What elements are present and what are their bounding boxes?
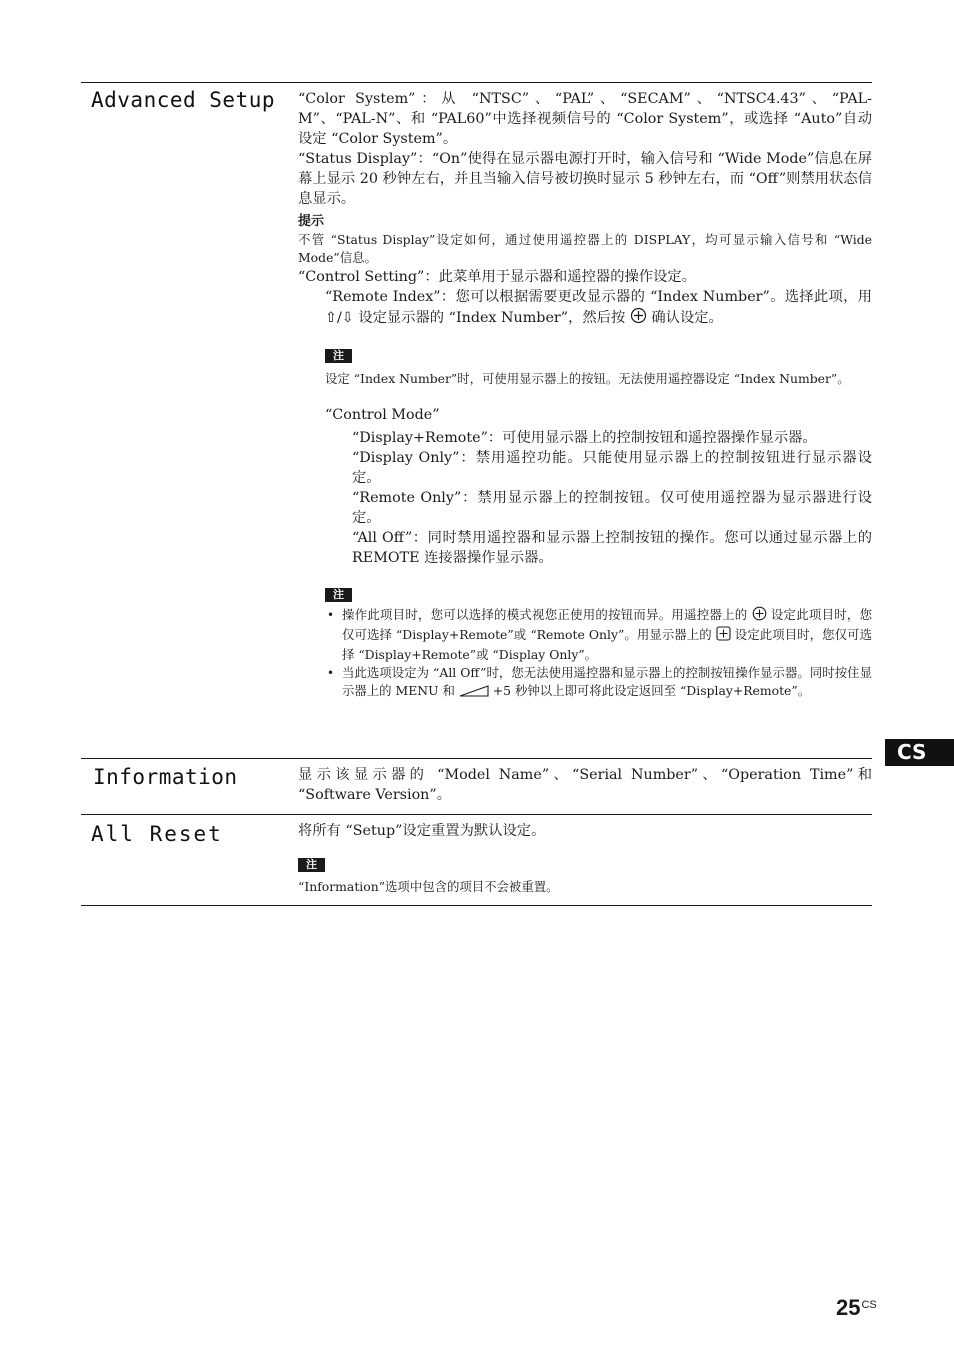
- circled-plus-icon: [630, 307, 647, 330]
- remote-index-text-a: “Remote Index”：您可以根据需要更改显示器的 “Index Number”。选择此项，用: [325, 289, 872, 305]
- note-text-1: 设定 “Index Number”时，可使用显示器上的按钮。无法使用遥控器设定 “Index Number”。: [325, 371, 850, 386]
- boxed-plus-icon: [716, 626, 731, 646]
- hint-label: 提示: [298, 214, 325, 229]
- note-box-2: [325, 583, 872, 602]
- all-reset-content: [298, 821, 872, 896]
- language-tab: CS: [885, 739, 954, 766]
- information-content: [298, 765, 872, 805]
- advanced-setup-content: [298, 89, 872, 702]
- remote-index-text-c: 确认设定。: [646, 310, 723, 326]
- note-label-1: 注: [325, 349, 352, 363]
- note-box-3: [298, 853, 872, 872]
- bullet1-text-b: 设定此项目时，您仅可选择 “Display+Remote”或 “Remote Only”。用显示器上的: [342, 607, 872, 642]
- control-mode-list: [325, 428, 872, 568]
- all-reset-note-text: “Information”选项中包含的项目不会被重置。: [298, 879, 559, 894]
- remote-index-block: [298, 287, 872, 702]
- bullet1-text-c: 设定此项目时，您仅可选择 “Display+Remote”或 “Display Only”。: [342, 627, 872, 662]
- all-reset-text: 将所有 “Setup”设定重置为默认设定。: [298, 823, 546, 839]
- information-rule: [81, 758, 872, 759]
- mode-item-display-only: “Display Only”：禁用遥控功能。只能使用显示器上的控制按钮进行显示器设定。: [352, 450, 872, 486]
- volume-wedge-icon: [459, 684, 489, 702]
- note-box-1: [325, 344, 872, 363]
- page-number: [836, 1295, 877, 1321]
- bottom-rule: [81, 905, 872, 906]
- section-title-advanced-setup: Advanced Setup: [91, 88, 276, 112]
- remote-index-text-b: 设定显示器的 “Index Number”，然后按: [353, 310, 630, 326]
- color-system-paragraph: “Color System”：从 “NTSC”、“PAL”、“SECAM”、“NTSC4.43”、“PAL-M”、“PAL-N”、和 “PAL60”中选择视频信号的 “Color System”，或选择 “Auto”自动设定 “Color System”。: [298, 91, 872, 147]
- section-title-information: Information: [93, 765, 238, 789]
- status-display-paragraph: “Status Display”：“On”使得在显示器电源打开时，输入信号和 “Wide Mode”信息在屏幕上显示 20 秒钟左右，并且当输入信号被切换时显示 5 秒钟左右，而 “Off”则禁用状态信息显示。: [298, 151, 872, 207]
- note-bullet-2: [325, 664, 872, 702]
- mode-item-all-off: “All Off”：同时禁用遥控器和显示器上控制按钮的操作。您可以通过显示器上的 REMOTE 连接器操作显示器。: [352, 530, 872, 566]
- all-reset-rule: [81, 814, 872, 815]
- note-bullets: [325, 606, 872, 702]
- circled-plus-icon: [752, 606, 767, 626]
- note-bullet-1: [325, 606, 872, 664]
- note-label-2: 注: [325, 588, 352, 602]
- control-mode-heading: “Control Mode”: [325, 407, 440, 423]
- up-down-arrows-icon: ⇧/⇩: [325, 310, 354, 326]
- hint-text: 不管 “Status Display”设定如何，通过使用遥控器上的 DISPLAY，均可显示输入信号和 “Wide Mode”信息。: [298, 232, 872, 265]
- bullet2-text-b: +5 秒钟以上即可将此设定返回至 “Display+Remote”。: [488, 683, 811, 698]
- mode-item-remote-only: “Remote Only”：禁用显示器上的控制按钮。仅可使用遥控器为显示器进行设定。: [352, 490, 872, 526]
- remote-index-paragraph: [325, 287, 872, 330]
- control-setting-paragraph: “Control Setting”：此菜单用于显示器和遥控器的操作设定。: [298, 269, 696, 285]
- page-number-value: 25: [836, 1295, 861, 1320]
- bullet2-text-a: 当此选项设定为 “All Off”时，您无法使用遥控器和显示器上的控制按钮操作显示器。同时按住显示器上的 MENU 和: [342, 665, 872, 698]
- information-text: 显示该显示器的 “Model Name”、“Serial Number”、“Operation Time”和 “Software Version”。: [298, 767, 872, 803]
- page-number-suffix: CS: [861, 1299, 877, 1311]
- top-rule: [81, 82, 872, 83]
- section-title-all-reset: All Reset: [91, 822, 223, 846]
- mode-item-display-remote: “Display+Remote”：可使用显示器上的控制按钮和遥控器操作显示器。: [352, 430, 817, 446]
- bullet1-text-a: 操作此项目时，您可以选择的模式视您正使用的按钮而异。用遥控器上的: [342, 607, 752, 622]
- note-label-3: 注: [298, 858, 325, 872]
